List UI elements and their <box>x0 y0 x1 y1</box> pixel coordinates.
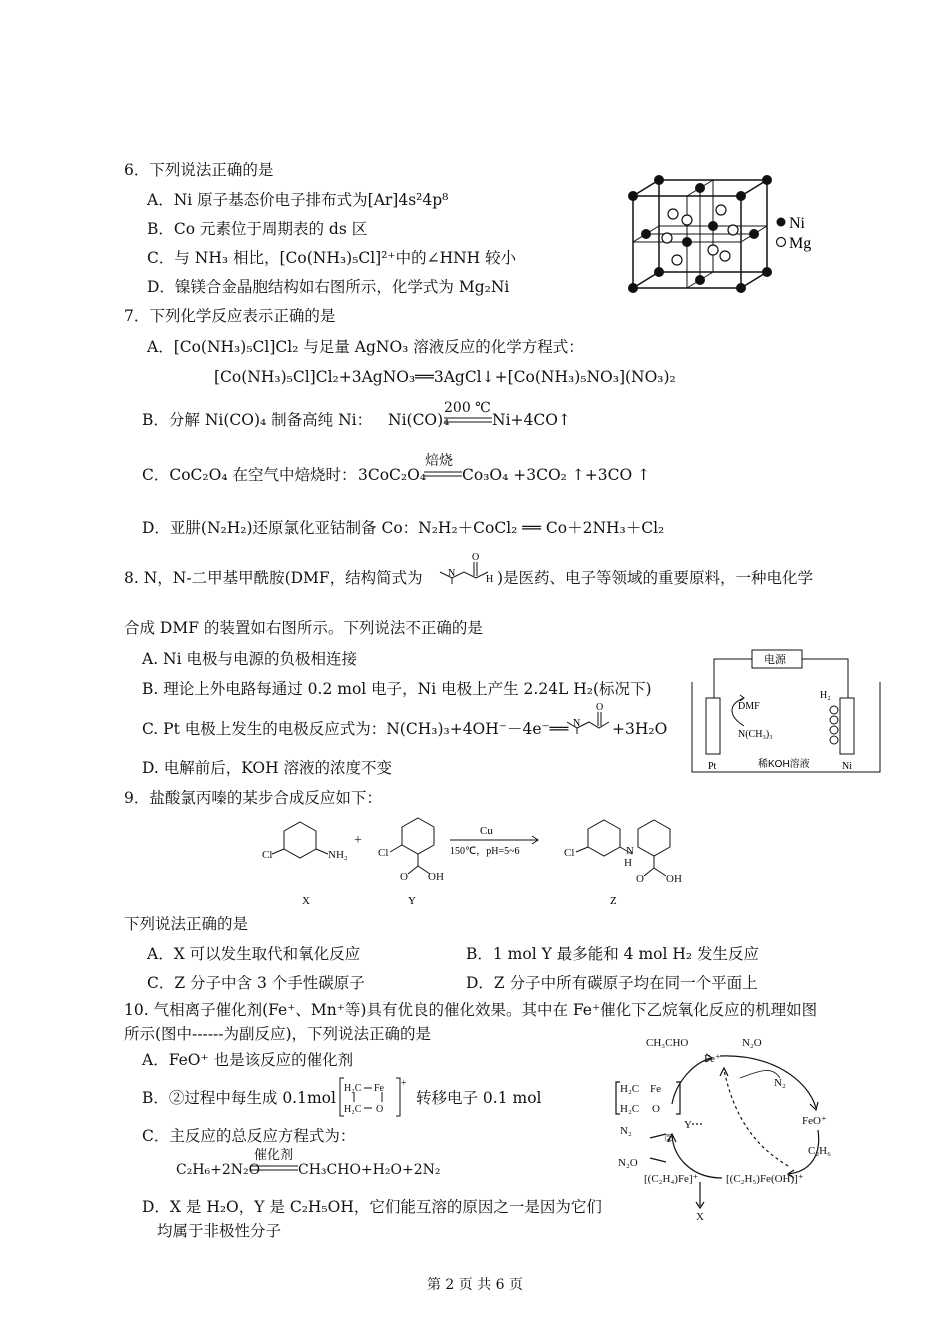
q8-option-b: B. 理论上外电路每通过 0.2 mol 电子，Ni 电极上产生 2.24L H₂(标况下) <box>142 680 652 698</box>
svg-text:OH: OH <box>428 871 444 883</box>
q10-c-condition: 催化剂 <box>254 1148 294 1163</box>
q7-option-a-equation: [Co(NH₃)₅Cl]Cl₂+3AgNO₃══3AgCl↓+[Co(NH₃)₅NO₃](NO₃)₂ <box>214 368 676 386</box>
svg-text:Cl: Cl <box>262 849 273 861</box>
q7-option-d: D．亚肼(N₂H₂)还原氯化亚钴制备 Co：N₂H₂＋CoCl₂ ══ Co＋2NH₃＋Cl₂ <box>142 519 665 537</box>
ring-y <box>402 818 434 854</box>
q10-option-d: D．X 是 H₂O，Y 是 C₂H₅OH，它们能互溶的原因之一是因为它们 <box>142 1198 602 1216</box>
arc-top-right <box>720 1056 816 1108</box>
svg-text:N₂O: N₂O <box>618 1157 638 1169</box>
q6-option-a: A．Ni 原子基态价电子排布式为[Ar]4s²4p⁸ <box>147 191 449 209</box>
dmf-label: DMF <box>738 701 760 712</box>
h2-label: H₂ <box>820 690 831 701</box>
svg-text:H₂C: H₂C <box>344 1104 362 1115</box>
dmf-structure-icon-c <box>565 700 617 734</box>
ni-electrode-label: Ni <box>842 761 852 772</box>
nch3-label: N(CH₃)₃ <box>738 729 773 740</box>
q10-stem-part1: 10. 气相离子催化剂(Fe⁺、Mn⁺等)具有优良的催化效果。其中在 Fe⁺催化下乙烷氧化反应的机理如图 <box>124 1001 818 1019</box>
svg-text:H₂C: H₂C <box>620 1083 640 1095</box>
q7-c-condition: 焙烧 <box>425 453 453 469</box>
q7-b-condition: 200 ℃ <box>444 400 491 416</box>
q10-option-d-line2: 均属于非极性分子 <box>157 1222 282 1240</box>
q10-c-eq-left: C₂H₆+2N₂O <box>176 1162 261 1178</box>
q8-stem-part2: )是医药、电子等领域的重要原料，一种电化学 <box>497 569 814 587</box>
q8-option-c-tail: +3H₂O <box>612 720 668 738</box>
svg-text:Cl: Cl <box>378 847 389 859</box>
ring-z-left <box>588 820 620 856</box>
svg-text:[(C₂H₅)Fe(OH)]⁺: [(C₂H₅)Fe(OH)]⁺ <box>726 1173 804 1185</box>
q9-question: 下列说法正确的是 <box>124 915 249 933</box>
ring-z-right <box>638 820 670 856</box>
svg-text:N₂: N₂ <box>620 1125 632 1137</box>
q6-stem: 6．下列说法正确的是 <box>124 161 274 179</box>
electrolysis-figure <box>688 646 884 778</box>
crystal-cell-figure <box>625 172 825 300</box>
svg-text:+: + <box>354 833 362 848</box>
q8-option-a: A. Ni 电极与电源的负极相连接 <box>142 650 357 668</box>
q10-stem-part2: 所示(图中------为副反应)，下列说法正确的是 <box>124 1025 432 1043</box>
q6-option-c: C．与 NH₃ 相比，[Co(NH₃)₅Cl]²⁺中的∠HNH 较小 <box>147 249 517 267</box>
ring-x <box>284 822 316 858</box>
svg-text:N: N <box>448 568 456 579</box>
q9-label-y: Y <box>408 895 416 907</box>
q8-stem-part3: 合成 DMF 的装置如右图所示。下列说法不正确的是 <box>124 619 483 637</box>
q10-option-a: A．FeO⁺ 也是该反应的催化剂 <box>142 1051 354 1069</box>
q10-b-complex-icon <box>338 1076 410 1118</box>
q7-b-eq-right: Ni+4CO↑ <box>492 411 571 429</box>
q7-c-eq-right: Co₃O₄ +3CO₂ ↑+3CO ↑ <box>462 466 651 484</box>
svg-text:O: O <box>400 871 408 883</box>
page-footer: 第 2 页 共 6 页 <box>426 1277 524 1293</box>
q10-c-double-arrow <box>250 1164 298 1172</box>
q7-option-c: C．CoC₂O₄ 在空气中焙烧时： <box>142 466 357 484</box>
dmf-structure-icon <box>438 550 498 584</box>
svg-text:H₂C: H₂C <box>620 1103 640 1115</box>
q9-option-a: A．X 可以发生取代和氧化反应 <box>147 945 361 963</box>
svg-text:FeO⁺: FeO⁺ <box>802 1115 827 1127</box>
svg-text:Fe: Fe <box>374 1083 384 1094</box>
q8-stem-part1: 8. N，N-二甲基甲酰胺(DMF，结构简式为 <box>124 569 423 587</box>
power-source-label: 电源 <box>764 654 786 666</box>
q9-reaction-scheme <box>258 812 708 912</box>
svg-text:②: ② <box>664 1133 674 1145</box>
q8-option-c: C. Pt 电极上发生的电极反应式为：N(CH₃)₃+4OH⁻－4e⁻══ <box>142 720 569 738</box>
q9-cond-top: Cu <box>480 825 493 837</box>
q9-label-z: Z <box>610 895 617 907</box>
q10-option-b-tail: 转移电子 0.1 mol <box>416 1089 542 1107</box>
svg-text:O: O <box>636 873 644 885</box>
svg-text:[(C₂H₄)Fe]⁺: [(C₂H₄)Fe]⁺ <box>644 1173 699 1185</box>
q7-b-eq-left: Ni(CO)₄ <box>388 411 450 429</box>
q9-stem: 9．盐酸氯丙嗪的某步合成反应如下： <box>124 789 382 807</box>
svg-text:CH₃CHO: CH₃CHO <box>646 1037 689 1049</box>
q6-option-b: B．Co 元素位于周期表的 ds 区 <box>147 220 368 238</box>
svg-text:Cl: Cl <box>564 847 575 859</box>
q9-option-c: C．Z 分子中含 3 个手性碳原子 <box>147 974 365 992</box>
mechanism-figure <box>612 1030 852 1226</box>
svg-text:NH₂: NH₂ <box>328 849 348 861</box>
svg-text:H: H <box>624 857 632 869</box>
svg-text:H₂C: H₂C <box>344 1083 362 1094</box>
svg-text:N₂O: N₂O <box>742 1037 762 1049</box>
q10-option-c: C．主反应的总反应方程式为： <box>142 1127 356 1145</box>
q10-option-b: B．②过程中每生成 0.1mol <box>142 1089 336 1107</box>
q9-option-d: D．Z 分子中所有碳原子均在同一个平面上 <box>466 974 758 992</box>
legend-mg-label: Mg <box>789 235 812 252</box>
svg-text:N: N <box>626 845 634 857</box>
svg-text:O: O <box>472 552 480 563</box>
svg-text:N: N <box>573 718 581 729</box>
legend-ni-label: Ni <box>789 215 805 232</box>
q6-option-d: D．镍镁合金晶胞结构如右图所示，化学式为 Mg₂Ni <box>147 278 510 296</box>
svg-text:Y: Y <box>684 1119 692 1131</box>
svg-text:O: O <box>376 1104 384 1115</box>
svg-text:Fe⁺: Fe⁺ <box>704 1053 721 1065</box>
q10-c-eq-right: CH₃CHO+H₂O+2N₂ <box>298 1162 441 1178</box>
svg-text:H: H <box>486 574 494 584</box>
q7-c-eq-left: 3CoC₂O₄ <box>358 466 427 484</box>
svg-text:Fe: Fe <box>650 1083 661 1095</box>
koh-label: 稀KOH溶液 <box>758 759 810 770</box>
svg-text:N₂: N₂ <box>774 1077 786 1089</box>
svg-text:C₂H₆: C₂H₆ <box>808 1145 831 1157</box>
q9-label-x: X <box>302 895 310 907</box>
q7-option-a: A．[Co(NH₃)₅Cl]Cl₂ 与足量 AgNO₃ 溶液反应的化学方程式： <box>147 338 584 356</box>
pt-label: Pt <box>708 761 717 772</box>
q9-option-b: B．1 mol Y 最多能和 4 mol H₂ 发生反应 <box>466 945 760 963</box>
q9-cond-bottom: 150℃，pH=5~6 <box>450 846 520 857</box>
q7-c-double-arrow <box>424 470 462 478</box>
svg-text:OH: OH <box>666 873 682 885</box>
svg-text:X: X <box>696 1211 704 1223</box>
svg-text:+: + <box>401 1078 407 1089</box>
q7-option-b: B．分解 Ni(CO)₄ 制备高纯 Ni： <box>142 411 373 429</box>
q7-stem: 7．下列化学反应表示正确的是 <box>124 307 336 325</box>
svg-text:O: O <box>652 1103 660 1115</box>
svg-text:O: O <box>596 702 604 713</box>
q8-option-d: D. 电解前后，KOH 溶液的浓度不变 <box>142 759 393 777</box>
q7-b-double-arrow <box>444 416 492 424</box>
